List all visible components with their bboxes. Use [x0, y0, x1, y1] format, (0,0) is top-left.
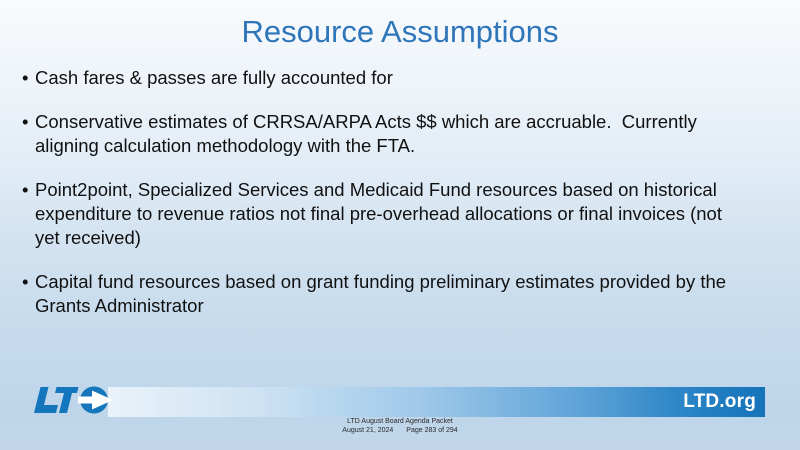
slide-title: Resource Assumptions: [241, 14, 559, 49]
bullet-item: [22, 178, 782, 250]
bullet-line: Grants Administrator: [35, 295, 204, 316]
bullet-line: yet received): [35, 227, 141, 248]
ltd-logo-icon: [26, 383, 122, 421]
bullet-line: Conservative estimates of CRRSA/ARPA Acts $$ which are accruable. Currently: [35, 111, 697, 132]
bullet-item: [22, 66, 782, 90]
bullet-text: [35, 66, 393, 90]
bullet-marker: •: [22, 111, 29, 132]
fine-print-line1: LTD August Board Agenda Packet: [347, 418, 453, 425]
bullet-text: [35, 178, 722, 250]
fine-print-date: August 21, 2024: [342, 426, 394, 434]
bullet-text: [35, 270, 726, 318]
fine-print: [0, 418, 800, 435]
bullet-line: Cash fares & passes are fully accounted for: [35, 67, 393, 88]
bullet-marker: •: [22, 179, 29, 200]
bullet-marker: •: [22, 271, 29, 292]
website-label: LTD.org: [683, 391, 756, 412]
bullet-item: [22, 110, 782, 158]
bullet-text: [35, 110, 697, 158]
bullet-line: Point2point, Specialized Services and Medicaid Fund resources based on historical: [35, 179, 717, 200]
bullet-line: expenditure to revenue ratios not final pre-overhead allocations or final invoices (not: [35, 203, 722, 224]
bullet-item: [22, 270, 782, 318]
fine-print-page: Page 283 of 294: [406, 426, 458, 434]
bullet-line: Capital fund resources based on grant funding preliminary estimates provided by the: [35, 271, 727, 292]
bullet-marker: •: [22, 67, 29, 88]
bullet-list: [22, 66, 782, 338]
fine-print-line2: [0, 427, 800, 436]
footer-gradient-bar: [108, 387, 765, 417]
bullet-line: aligning calculation methodology with the FTA.: [35, 135, 416, 156]
